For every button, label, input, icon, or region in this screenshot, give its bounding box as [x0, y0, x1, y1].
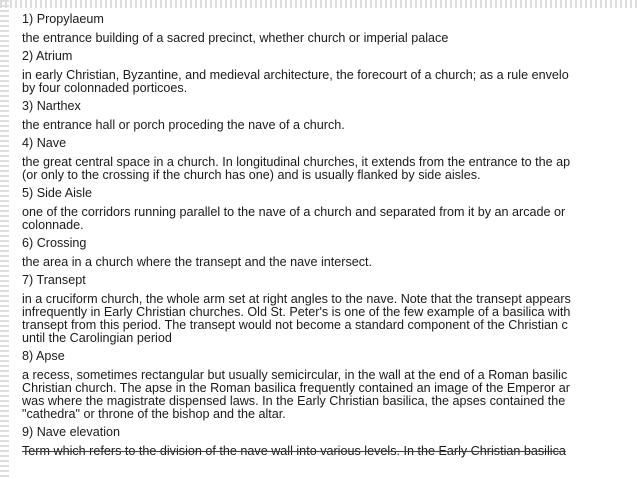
term-definition	[22, 32, 638, 46]
glossary-entry	[22, 237, 638, 270]
definition-line: "cathedra" or throne of the bishop and the altar.	[22, 407, 286, 421]
slide-border-left	[0, 0, 9, 478]
term-definition	[22, 206, 638, 232]
term-definition	[22, 369, 638, 421]
definition-line: until the Carolingian period	[22, 331, 172, 345]
term-definition	[22, 293, 638, 345]
definition-line: infrequently in Early Christian churches. Old St. Peter's is one of the few example of a basilica with	[22, 305, 571, 319]
definition-line: transept from this period. The transept would not become a standard component of the Christian c	[22, 318, 568, 332]
definition-line: (or only to the crossing if the church has one) and is usually flanked by side aisles.	[22, 168, 481, 182]
glossary-entry	[22, 187, 638, 232]
glossary-entry	[22, 426, 638, 459]
definition-line: one of the corridors running parallel to the nave of a church and separated from it by an arcade or	[22, 205, 566, 219]
definition-line: Term which refers to the division of the nave wall into various levels. In the Early Christian basilica	[22, 444, 566, 458]
term-title: 2) Atrium	[22, 49, 73, 63]
glossary-entry	[22, 100, 638, 133]
definition-line: the entrance building of a sacred precinct, whether church or imperial palace	[22, 31, 449, 45]
term-title: 3) Narthex	[22, 99, 81, 113]
definition-line: in a cruciform church, the whole arm set at right angles to the nave. Note that the transept appears	[22, 292, 571, 306]
term-definition	[22, 156, 638, 182]
glossary-entry	[22, 137, 638, 182]
glossary-entry	[22, 13, 638, 46]
glossary-list	[22, 13, 638, 463]
definition-line: the great central space in a church. In longitudinal churches, it extends from the entrance to the ap	[22, 155, 571, 169]
term-definition	[22, 445, 638, 459]
definition-line: Christian church. The apse in the Roman basilica frequently contained an image of the Emperor ar	[22, 381, 570, 395]
term-title: 1) Propylaeum	[22, 12, 104, 26]
term-title: 7) Transept	[22, 273, 86, 287]
slide-border-top	[0, 0, 638, 8]
term-definition	[22, 119, 638, 133]
definition-line: the entrance hall or porch proceding the nave of a church.	[22, 118, 345, 132]
definition-line: by four colonnaded porticoes.	[22, 81, 188, 95]
definition-line: the area in a church where the transept and the nave intersect.	[22, 255, 373, 269]
glossary-entry	[22, 350, 638, 421]
term-definition	[22, 69, 638, 95]
term-title: 9) Nave elevation	[22, 425, 121, 439]
term-title: 8) Apse	[22, 349, 65, 363]
definition-line: was where the magistrate dispensed laws. In the Early Christian basilica, the apses contained the	[22, 394, 566, 408]
term-title: 4) Nave	[22, 136, 67, 150]
definition-line: in early Christian, Byzantine, and medieval architecture, the forecourt of a church; as a rule envelo	[22, 68, 569, 82]
term-title: 6) Crossing	[22, 236, 87, 250]
glossary-entry	[22, 50, 638, 95]
glossary-entry	[22, 274, 638, 345]
term-title: 5) Side Aisle	[22, 186, 93, 200]
term-definition	[22, 256, 638, 270]
definition-line: colonnade.	[22, 218, 84, 232]
definition-line: a recess, sometimes rectangular but usually semicircular, in the wall at the end of a Roman basilic	[22, 368, 568, 382]
